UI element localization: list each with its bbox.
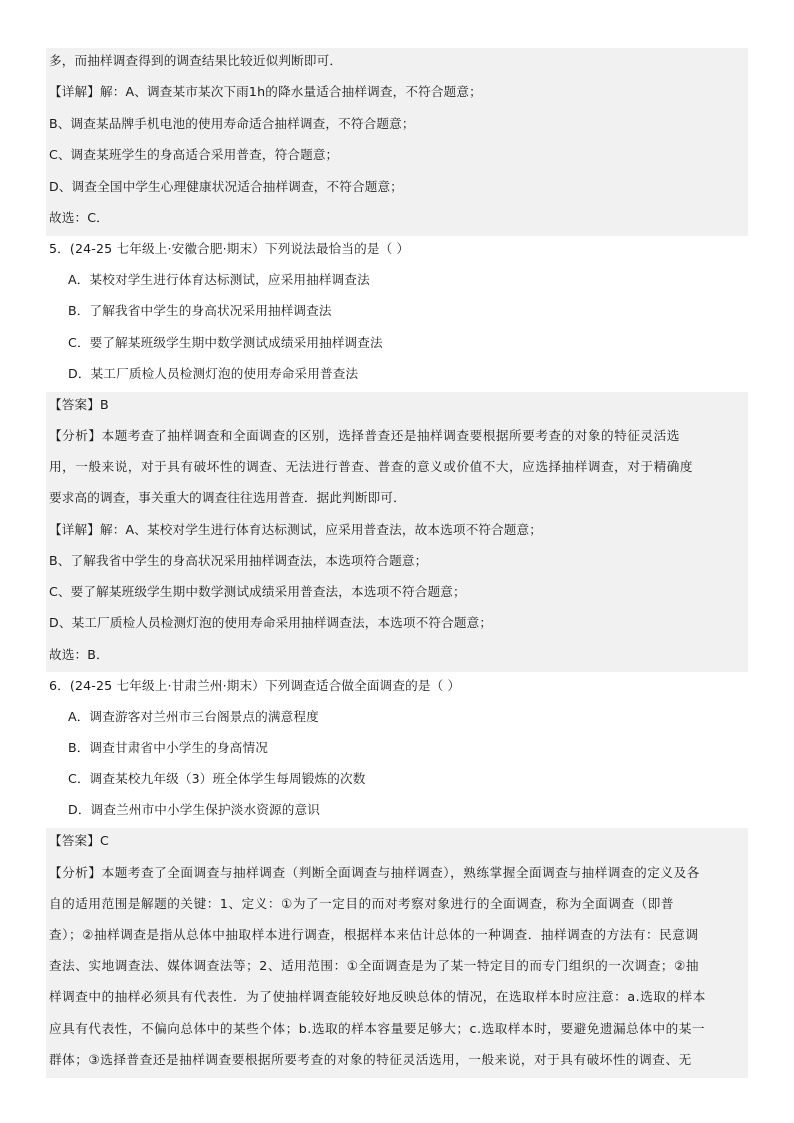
text-line: 要求高的调查，事关重大的调查往往选用普查．据此判断即可． [49,490,406,505]
question-title: 5．(24-25 七年级上·安徽合肥·期末）下列说法最恰当的是（ ） [49,241,410,256]
text-line: 【详解】解：A、某校对学生进行体育达标测试，应采用普查法，故本选项不符合题意； [49,522,543,537]
option-b: B．了解我省中学生的身高状况采用抽样调查法 [68,303,332,318]
text-line: 【分析】本题考查了抽样调查和全面调查的区别，选择普查还是抽样调查要根据所要考查的对象的特征灵活选 [49,428,680,443]
option-b: B．调查甘肃省中小学生的身高情况 [68,740,268,755]
text-line: 用，一般来说，对于具有破坏性的调查、无法进行普查、普查的意义或价值不大，应选择抽样调查，对于精确度 [49,459,694,474]
text-line: 应具有代表性，不偏向总体中的某些个体；b.选取的样本容量要足够大；c.选取样本时，要避免遗漏总体中的某一 [49,1021,706,1036]
text-line: 查）；②抽样调查是指从总体中抽取样本进行调查，根据样本来估计总体的一种调查．抽样调查的方法有：民意调 [49,927,699,942]
text-line: C、调查某班学生的身高适合采用普查，符合题意； [49,147,339,162]
option-c: C．调查某校九年级（3）班全体学生每周锻炼的次数 [68,771,366,786]
text-line: 样调查中的抽样必须具有代表性．为了使抽样调查能较好地反映总体的情况，在选取样本时应注意：a.选取的样本 [49,989,706,1004]
text-line: B、了解我省中学生的身高状况采用抽样调查法，本选项符合题意； [49,553,428,568]
text-line: 故选：C． [49,210,109,225]
text-line: B、调查某品牌手机电池的使用寿命适合抽样调查，不符合题意； [49,116,415,131]
text-line: 【详解】解：A、调查某市某次下雨1h的降水量适合抽样调查，不符合题意； [49,84,482,99]
option-d: D．某工厂质检人员检测灯泡的使用寿命采用普查法 [68,366,359,381]
answer-label: 【答案】B [49,397,109,412]
option-d: D．调查兰州市中小学生保护淡水资源的意识 [68,802,320,817]
text-line: 自的适用范围是解题的关键：1、定义：①为了一定目的而对考察对象进行的全面调查，称为全面调查（即普 [49,896,675,911]
answer-label: 【答案】C [49,833,109,848]
text-line: 群体；③选择普查还是抽样调查要根据所要考查的对象的特征灵活选用，一般来说，对于具有破坏性的调查、无 [49,1052,692,1067]
text-line: C、要了解某班级学生期中数学测试成绩采用普查法，本选项不符合题意； [49,584,466,599]
text-line: D、某工厂质检人员检测灯泡的使用寿命采用抽样调查法，本选项不符合题意； [49,615,493,630]
option-a: A．调查游客对兰州市三台阁景点的满意程度 [68,709,319,724]
question-title: 6．(24-25 七年级上·甘肃兰州·期末）下列调查适合做全面调查的是（ ） [49,678,461,693]
text-line: 查法、实地调查法、媒体调查法等；2、适用范围：①全面调查是为了某一特定目的而专门组织的一次调查；②抽 [49,958,699,973]
text-line: 多，而抽样调查得到的调查结果比较近似判断即可． [49,53,343,68]
option-c: C．要了解某班级学生期中数学测试成绩采用抽样调查法 [68,335,383,350]
text-line: 故选：B． [49,647,109,662]
text-line: 【分析】本题考查了全面调查与抽样调查（判断全面调查与抽样调查），熟练掌握全面调查与抽样调查的定义及各 [49,865,700,880]
text-line: D、调查全国中学生心理健康状况适合抽样调查，不符合题意； [49,179,403,194]
option-a: A．某校对学生进行体育达标测试，应采用抽样调查法 [68,272,370,287]
